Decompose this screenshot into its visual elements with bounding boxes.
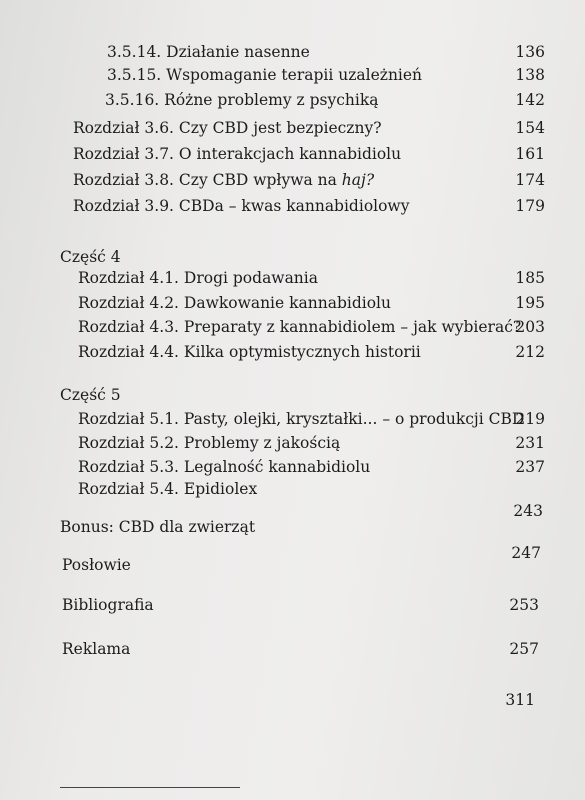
toc-entry-page: 154 <box>515 119 545 137</box>
toc-entry-page: 203 <box>515 318 545 336</box>
toc-entry <box>0 315 585 339</box>
toc-entry-page: 257 <box>509 640 539 658</box>
toc-entry <box>0 491 585 520</box>
toc-entry-page: 161 <box>515 145 545 163</box>
toc-entry-label: 3.5.16. Różne problemy z psychiką <box>105 91 379 109</box>
toc-entry-page: 179 <box>515 197 545 215</box>
toc-entry-page: 142 <box>515 91 545 109</box>
toc-entry-label: Rozdział 3.6. Czy CBD jest bezpieczny? <box>73 119 382 137</box>
toc-entry <box>0 40 585 64</box>
toc-entry-label: Bonus: CBD dla zwierząt <box>60 518 256 536</box>
toc-entry-page: 253 <box>509 596 539 614</box>
toc-entry-page: 212 <box>515 343 545 361</box>
toc-entry-page: 237 <box>515 458 545 476</box>
toc-entry-label: Rozdział 3.7. O interakcjach kannabidiolu <box>73 145 402 163</box>
toc-entry-label: Rozdział 4.4. Kilka optymistycznych historii <box>78 343 421 361</box>
toc-entry-label: Rozdział 5.4. Epidiolex <box>78 480 258 498</box>
toc-entry-page: 185 <box>515 269 545 287</box>
toc-entry-page: 231 <box>515 434 545 452</box>
toc-entry-label: Rozdział 3.8. Czy CBD wpływa na haj? <box>73 171 375 189</box>
toc-entry-label: 3.5.15. Wspomaganie terapii uzależnień <box>107 66 423 84</box>
toc-entry <box>0 688 585 712</box>
toc-entry-page: 219 <box>515 410 545 428</box>
toc-entry-label: Rozdział 4.3. Preparaty z kannabidiolem – jak wybierać? <box>78 318 522 336</box>
part-heading: Część 4 <box>60 248 121 266</box>
toc-entry <box>0 168 585 192</box>
divider-line <box>60 787 240 788</box>
toc-entry-label: Rozdział 5.2. Problemy z jakością <box>78 434 341 452</box>
toc-entry <box>0 407 585 431</box>
toc-entry-label: Posłowie <box>62 556 131 574</box>
toc-entry <box>0 194 585 218</box>
toc-entry-page: 174 <box>515 171 545 189</box>
toc-entry-page: 138 <box>515 66 545 84</box>
toc-entry <box>0 116 585 140</box>
toc-entry-page: 136 <box>515 43 545 61</box>
toc-entry <box>0 88 585 112</box>
toc-entry-page: 311 <box>505 691 535 709</box>
toc-entry-label: Rozdział 5.1. Pasty, olejki, kryształki... – o produkcji CBD <box>78 410 525 428</box>
toc-entry <box>0 63 585 87</box>
toc-entry <box>0 455 585 479</box>
toc-entry-page: 243 <box>513 502 543 520</box>
toc-entry <box>0 637 585 661</box>
toc-entry <box>0 266 585 290</box>
toc-entry-page: 195 <box>515 294 545 312</box>
toc-entry-label: Reklama <box>62 640 131 658</box>
part-heading: Część 5 <box>60 386 121 404</box>
toc-entry <box>0 340 585 364</box>
toc-entry <box>0 142 585 166</box>
toc-entry-label: Bibliografia <box>62 596 154 614</box>
toc-entry-label: 3.5.14. Działanie nasenne <box>107 43 310 61</box>
toc-entry-label: Rozdział 5.3. Legalność kannabidiolu <box>78 458 371 476</box>
toc-entry <box>0 593 585 617</box>
toc-entry-label: Rozdział 3.9. CBDa – kwas kannabidiolowy <box>73 197 410 215</box>
toc-entry <box>0 291 585 315</box>
toc-entry-page: 247 <box>511 544 541 562</box>
toc-entry <box>0 431 585 455</box>
toc-entry-label: Rozdział 4.2. Dawkowanie kannabidiolu <box>78 294 391 312</box>
toc-entry-label: Rozdział 4.1. Drogi podawania <box>78 269 318 287</box>
